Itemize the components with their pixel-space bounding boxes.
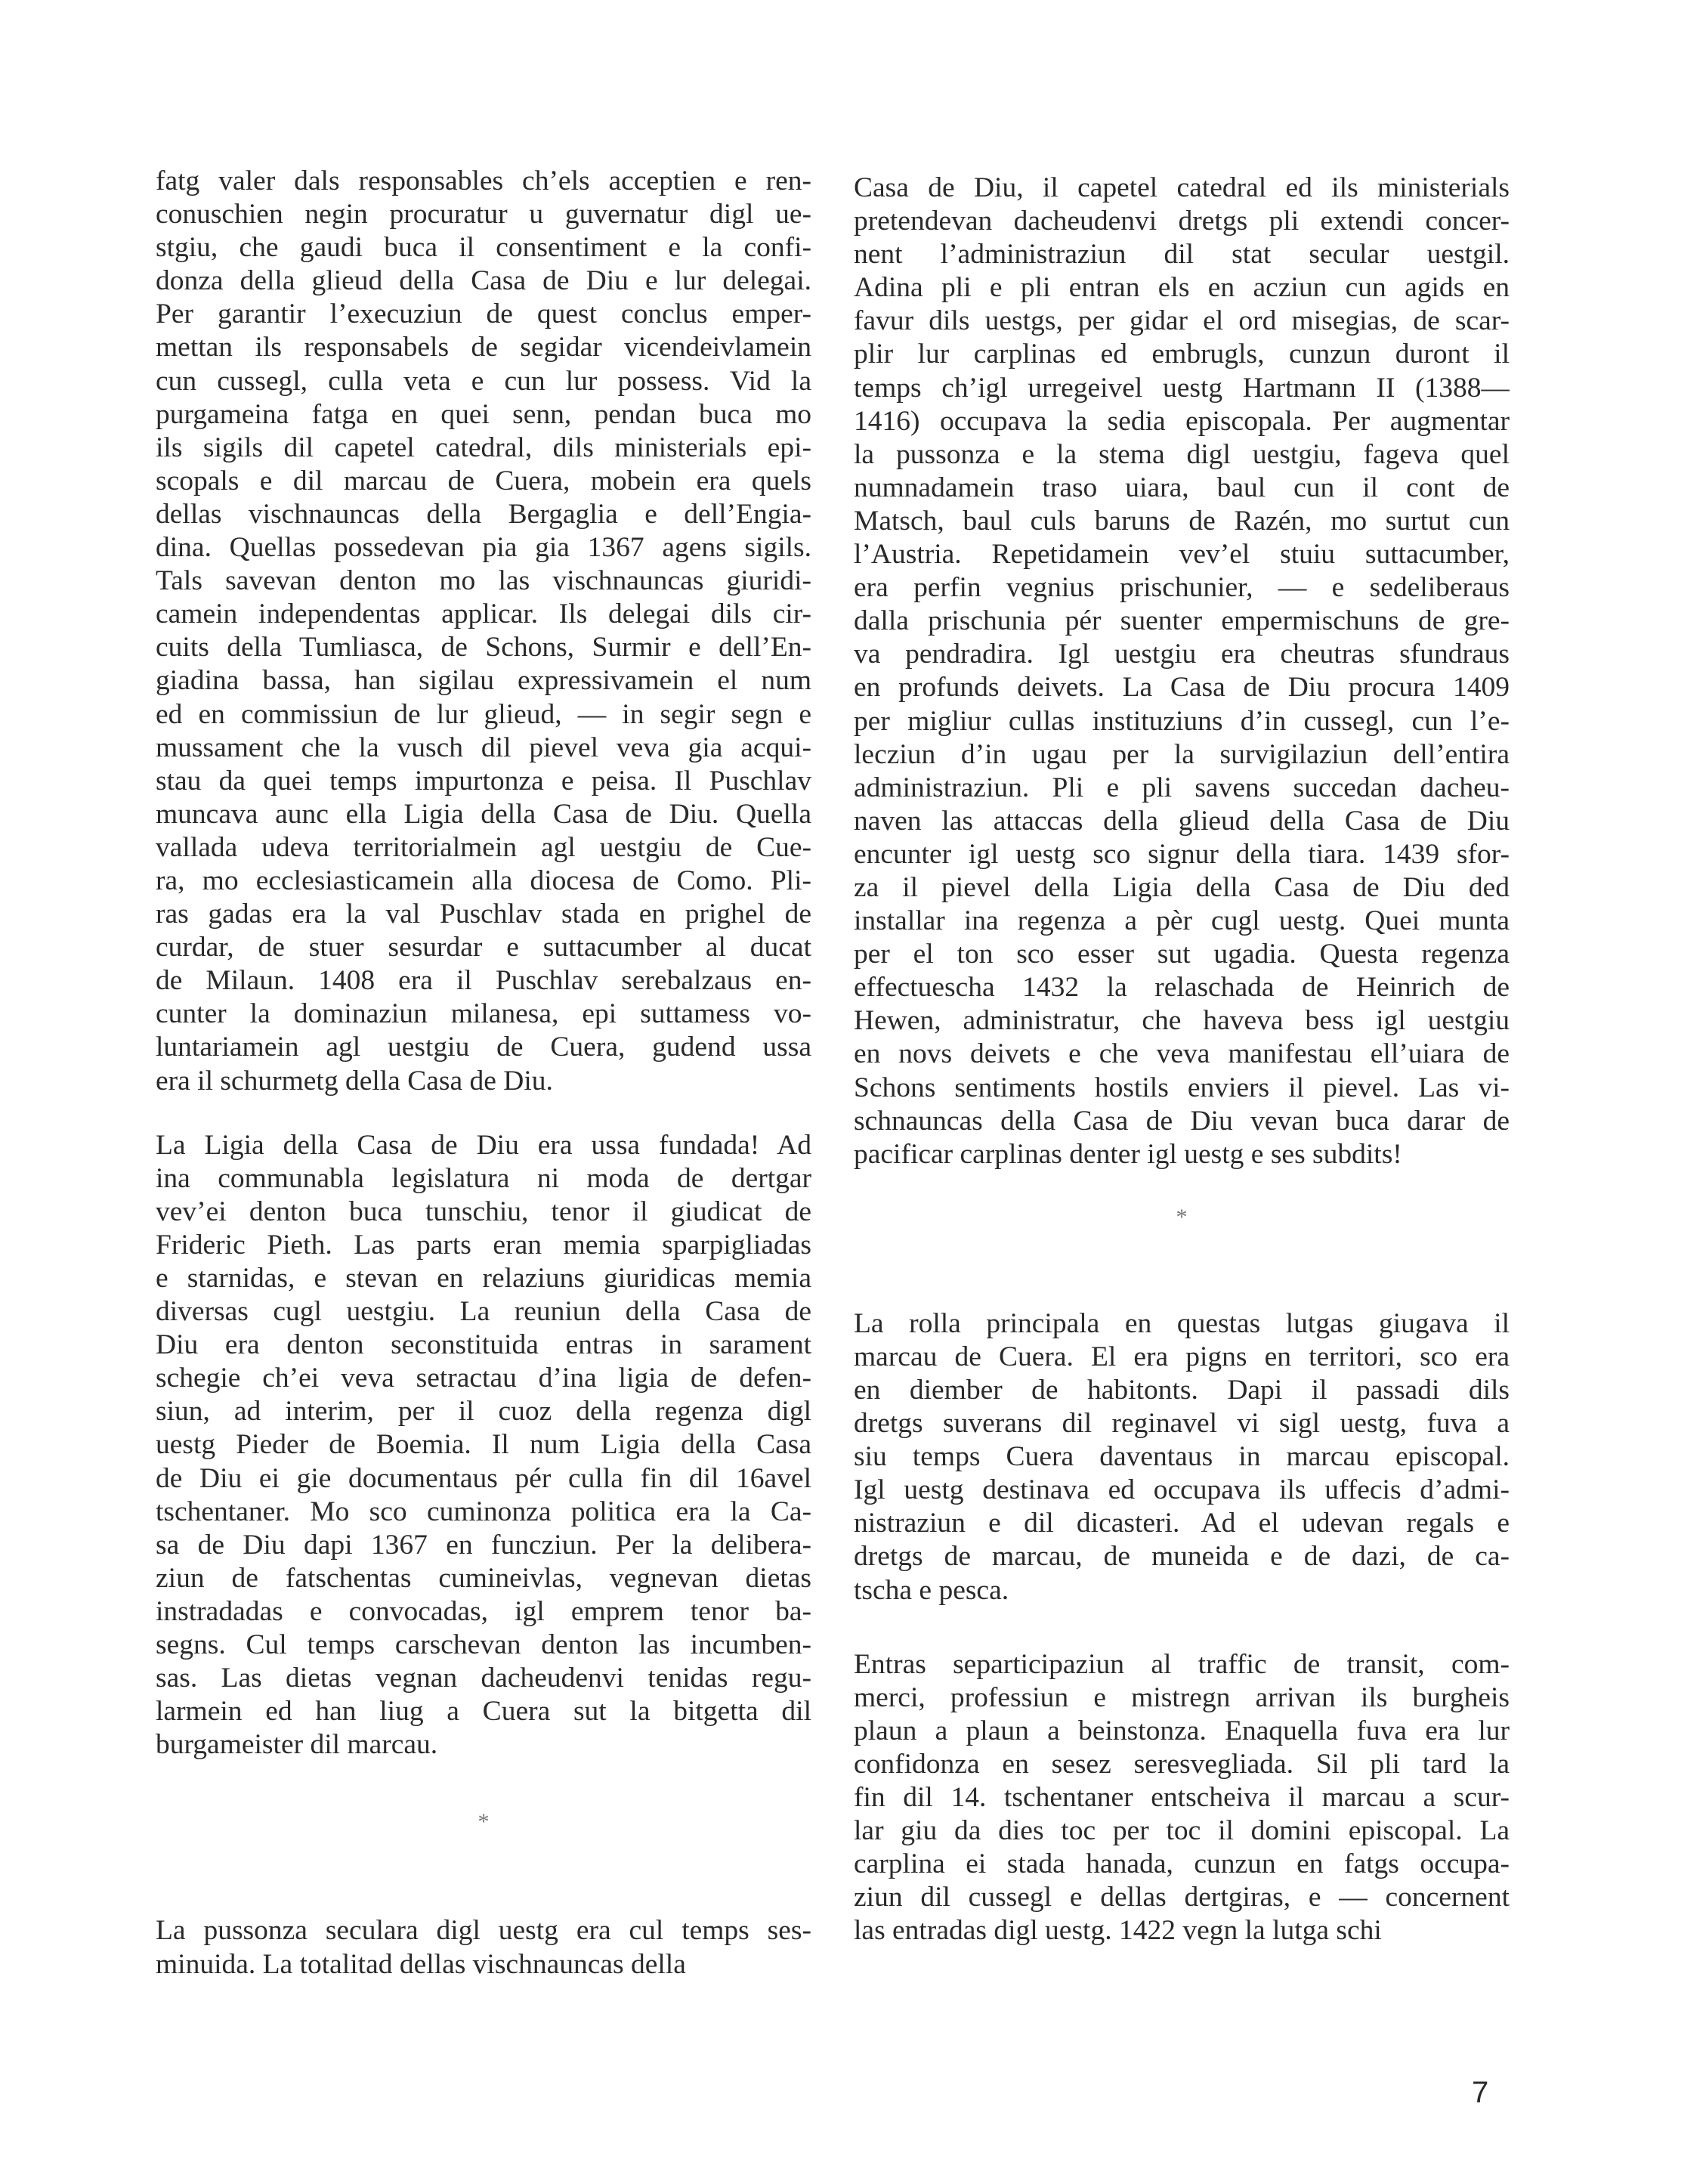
text-line: encunter igl uestg sco signur della tiara. 1439 sfor- [854, 838, 1510, 870]
text-line: dretgs suverans dil reginavel vi sigl uestg, fuva a [854, 1408, 1510, 1440]
text-line: plir lur carplinas ed embrugls, cunzun duront il [854, 339, 1510, 370]
text-line: pretendevan dacheudenvi dretgs pli extendi concer- [854, 206, 1510, 237]
text-line: tschentaner. Mo sco cuminonza politica era la Ca- [156, 1496, 811, 1527]
text-line: nent l’administraziun dil stat secular uestgil. [854, 239, 1510, 271]
text-line: l’Austria. Repetidamein vev’el stuiu suttacumber, [854, 539, 1510, 571]
section-separator: * [477, 1809, 490, 1835]
text-line: Diu era denton seconstituida entras in sarament [156, 1329, 811, 1361]
text-line: temps ch’igl urregeivel uestg Hartmann II (1388— [854, 372, 1510, 404]
text-line: era il schurmetg della Casa de Diu. [156, 1065, 553, 1097]
page-number: 7 [1472, 2076, 1489, 2109]
paragraph [854, 1648, 1510, 1948]
text-line: pacificar carplinas denter igl uestg e ses subdits! [854, 1138, 1402, 1170]
text-line: dina. Quellas possedevan pia gia 1367 agens sigils. [156, 532, 811, 564]
text-line: mettan ils responsabels de segidar vicendeivlamein [156, 332, 811, 363]
text-line: 1416) occupava la sedia episcopala. Per augmentar [854, 405, 1510, 437]
text-line: fatg valer dals responsables ch’els acceptien e ren- [156, 166, 811, 196]
text-line: ziun dil cussegl e dellas dertgiras, e — concernent [854, 1882, 1510, 1913]
paragraph [854, 172, 1510, 1171]
text-line: luntariamein agl uestgiu de Cuera, gudend ussa [156, 1032, 811, 1063]
text-line: instradadas e convocadas, igl emprem tenor ba- [156, 1595, 811, 1627]
text-line: uestg Pieder de Boemia. Il num Ligia della Casa [156, 1429, 811, 1461]
text-line: merci, professiun e mistregn arrivan ils burgheis [854, 1681, 1510, 1713]
text-line: numnadamein traso uiara, baul cun il cont de [854, 472, 1510, 503]
text-line: Igl uestg destinava ed occupava ils uffecis d’admi- [854, 1474, 1510, 1506]
paragraph [854, 1307, 1510, 1607]
text-line: larmein ed han liug a Cuera sut la bitgetta dil [156, 1696, 811, 1728]
text-line: ziun de fatschentas cumineivlas, vegnevan dietas [156, 1562, 811, 1594]
text-line: donza della glieud della Casa de Diu e lur delegai. [156, 265, 811, 297]
text-line: ils sigils dil capetel catedral, dils ministerials epi- [156, 432, 811, 463]
text-line: effectuescha 1432 la relaschada de Heinrich de [854, 972, 1510, 1004]
text-line: za il pievel della Ligia della Casa de Diu ded [854, 871, 1510, 903]
text-line: purgameina fatga en quei senn, pendan buca mo [156, 398, 811, 430]
text-line: stgiu, che gaudi buca il consentiment e la confi- [156, 232, 811, 264]
text-line: la pussonza e la stema digl uestgiu, fageva quel [854, 438, 1510, 470]
text-line: Matsch, baul culs baruns de Razén, mo surtut cun [854, 505, 1510, 537]
text-line: burgameister dil marcau. [156, 1729, 438, 1761]
text-line: scopals e dil marcau de Cuera, mobein era quels [156, 465, 811, 497]
text-line: cuits della Tumliasca, de Schons, Surmir e dell’En- [156, 632, 811, 664]
text-line: sas. Las dietas vegnan dacheudenvi tenidas regu- [156, 1663, 811, 1694]
text-line: mussament che la vusch dil pievel veva gia acqui- [156, 732, 811, 763]
text-line: nistraziun e dil dicasteri. Ad el udevan regals e [854, 1508, 1510, 1539]
text-line: curdar, de stuer sesurdar e suttacumber al ducat [156, 932, 811, 964]
paragraph [156, 1914, 811, 1981]
text-line: en diember de habitonts. Dapi il passadi dils [854, 1375, 1510, 1406]
text-line: camein independentas applicar. Ils delegai dils cir- [156, 599, 811, 630]
text-line: sa de Diu dapi 1367 en funcziun. Per la delibera- [156, 1529, 811, 1561]
text-line: diversas cugl uestgiu. La reuniun della Casa de [156, 1296, 811, 1328]
text-line: cunter la dominaziun milanesa, epi suttamess vo- [156, 998, 811, 1030]
text-line: installar ina regenza a pèr cugl uestg. Quei munta [854, 905, 1510, 937]
text-line: tscha e pesca. [854, 1574, 1009, 1606]
text-line: va pendradira. Igl uestgiu era cheutras sfundraus [854, 639, 1510, 670]
paragraph [156, 1129, 811, 1762]
text-line: segns. Cul temps carschevan denton las incumben- [156, 1629, 811, 1661]
text-line: conuschien negin procuratur u guvernatur digl ue- [156, 199, 811, 230]
text-line: de Diu ei gie documentaus pér culla fin dil 16avel [156, 1462, 811, 1494]
text-line: schnauncas della Casa de Diu vevan buca darar de [854, 1105, 1510, 1137]
text-line: La rolla principala en questas lutgas giugava il [854, 1307, 1510, 1339]
text-line: cun cussegl, culla veta e cun lur possess. Vid la [156, 365, 811, 397]
text-line: Tals savevan denton mo las vischnauncas giuridi- [156, 565, 811, 597]
text-line: stau da quei temps impurtonza e peisa. Il Puschlav [156, 765, 811, 797]
text-line: ras gadas era la val Puschlav stada en prighel de [156, 899, 811, 930]
text-line: en novs deivets e che veva manifestau ell’uiara de [854, 1038, 1510, 1070]
text-line: La Ligia della Casa de Diu era ussa fundada! Ad [156, 1129, 811, 1161]
text-line: marcau de Cuera. El era pigns en territori, sco era [854, 1341, 1510, 1372]
text-line: ed en commissiun de lur glieud, — in segir segn e [156, 698, 811, 730]
text-line: vev’ei denton buca tunschiu, tenor il giudicat de [156, 1196, 811, 1227]
text-line: vallada udeva territorialmein agl uestgiu de Cue- [156, 831, 811, 863]
text-line: schegie ch’ei veva setractau d’ina ligia de defen- [156, 1363, 811, 1394]
text-line: naven las attaccas della glieud della Casa de Diu [854, 805, 1510, 837]
text-line: minuida. La totalitad dellas vischnauncas della [156, 1948, 686, 1980]
text-line: favur dils uestgs, per gidar el ord misegias, de scar- [854, 305, 1510, 337]
right-text-column [854, 165, 1510, 1948]
text-line: era perfin vegnius prischunier, — e sedeliberaus [854, 572, 1510, 604]
text-line: dalla prischunia pér suenter empermischuns de gre- [854, 605, 1510, 637]
text-line: de Milaun. 1408 era il Puschlav serebalzaus en- [156, 965, 811, 997]
text-line: dretgs de marcau, de muneida e de dazi, de ca- [854, 1541, 1510, 1573]
left-text-column [156, 165, 811, 1981]
text-line: lar giu da dies toc per toc il domini episcopal. La [854, 1815, 1510, 1847]
text-line: en profunds deivets. La Casa de Diu procura 1409 [854, 672, 1510, 704]
paragraph [156, 165, 811, 1098]
text-line: administraziun. Pli e pli savens succedan dacheu- [854, 772, 1510, 803]
text-line: carplina ei stada hanada, cunzun en fatgs occupa- [854, 1848, 1510, 1880]
text-line: Per garantir l’execuziun de quest conclus emper- [156, 299, 811, 330]
text-line: Entras separticipaziun al traffic de transit, com- [854, 1648, 1510, 1680]
text-line: per migliur cullas instituziuns d’in cussegl, cun l’e- [854, 705, 1510, 737]
text-line: siun, ad interim, per il cuoz della regenza digl [156, 1396, 811, 1428]
paragraph-gap [156, 1098, 811, 1128]
text-line: muncava aunc ella Ligia della Casa de Diu. Quella [156, 798, 811, 830]
text-line: las entradas digl uestg. 1422 vegn la lutga schi [854, 1915, 1382, 1947]
section-separator: * [1176, 1204, 1188, 1230]
text-line: giadina bassa, han sigilau expressivamein el num [156, 665, 811, 697]
text-line: ina communabla legislatura ni moda de dertgar [156, 1162, 811, 1194]
text-line: confidonza en sesez seresvegliada. Sil pli tard la [854, 1748, 1510, 1780]
text-line: Hewen, administratur, che haveva bess igl uestgiu [854, 1005, 1510, 1037]
text-line: e starnidas, e stevan en relaziuns giuridicas memia [156, 1263, 811, 1294]
text-line: plaun a plaun a beinstonza. Enaquella fuva era lur [854, 1715, 1510, 1746]
text-line: per el ton sco esser sut ugadia. Questa regenza [854, 939, 1510, 970]
text-line: Casa de Diu, il capetel catedral ed ils ministerials [854, 172, 1510, 203]
text-line: La pussonza seculara digl uestg era cul temps ses- [156, 1915, 811, 1947]
text-line: ra, mo ecclesiasticamein alla diocesa de Como. Pli- [156, 865, 811, 896]
text-line: siu temps Cuera daventaus in marcau episcopal. [854, 1441, 1510, 1473]
text-line: dellas vischnauncas della Bergaglia e dell’Engia- [156, 498, 811, 530]
text-line: Schons sentiments hostils enviers il pievel. Las vi- [854, 1072, 1510, 1103]
text-line: Frideric Pieth. Las parts eran memia sparpigliadas [156, 1229, 811, 1261]
text-line: Adina pli e pli entran els en acziun cun agids en [854, 272, 1510, 304]
text-line: lecziun d’in ugau per la survigilaziun dell’entira [854, 738, 1510, 770]
text-line: fin dil 14. tschentaner entscheiva il marcau a scur- [854, 1782, 1510, 1814]
